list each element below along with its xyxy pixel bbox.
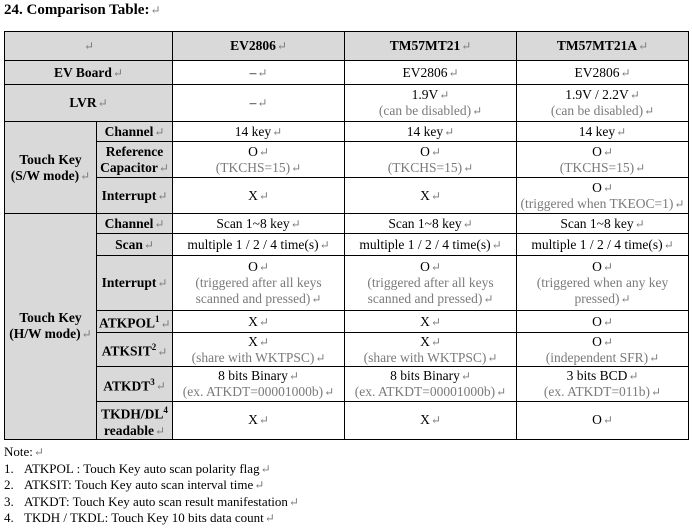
- paragraph-mark-icon: ↵: [649, 350, 660, 365]
- paragraph-mark-icon: ↵: [448, 65, 459, 80]
- table-cell: –↵: [173, 85, 345, 122]
- paragraph-mark-icon: ↵: [112, 65, 123, 80]
- paragraph-mark-icon: ↵: [258, 314, 269, 329]
- row-header: Interrupt↵: [97, 178, 173, 214]
- table-row: [5, 214, 689, 234]
- paragraph-mark-icon: ↵: [258, 188, 269, 203]
- table-cell: multiple 1 / 2 / 4 time(s)↵: [345, 234, 517, 256]
- paragraph-mark-icon: ↵: [143, 237, 154, 252]
- table-row: [5, 256, 689, 311]
- paragraph-mark-icon: ↵: [663, 237, 674, 252]
- paragraph-mark-icon: ↵: [97, 96, 108, 110]
- paragraph-mark-icon: ↵: [157, 344, 168, 359]
- paragraph-mark-icon: ↵: [324, 385, 335, 399]
- column-header: TM57MT21A↵: [517, 32, 689, 61]
- paragraph-mark-icon: ↵: [290, 216, 301, 231]
- paragraph-mark-icon: ↵: [260, 461, 271, 476]
- note-item: 4. TKDH / TKDL: Touch Key 10 bits data count↵: [4, 510, 275, 525]
- table-row: [5, 402, 689, 440]
- paragraph-mark-icon: ↵: [461, 39, 472, 53]
- table-cell: X↵: [173, 402, 345, 440]
- paragraph-mark-icon: ↵: [315, 350, 326, 365]
- table-cell: X↵: [345, 178, 517, 214]
- table-cell: Scan 1~8 key↵: [517, 214, 689, 234]
- table-row: [5, 333, 689, 367]
- paragraph-mark-icon: ↵: [491, 237, 502, 252]
- group-header-hw: Touch Key (H/W mode)↵: [5, 214, 97, 440]
- table-cell: 8 bits Binary↵ (ex. ATKDT=00001000b)↵: [345, 367, 517, 402]
- paragraph-mark-icon: ↵: [602, 334, 613, 349]
- table-cell: X↵ (share with WKTPSC)↵: [345, 333, 517, 367]
- paragraph-mark-icon: ↵: [439, 88, 450, 102]
- paragraph-mark-icon: ↵: [155, 379, 166, 394]
- paragraph-mark-icon: ↵: [264, 511, 275, 525]
- header-row: [5, 32, 689, 61]
- paragraph-mark-icon: ↵: [620, 65, 631, 80]
- notes-heading: Note:↵: [4, 444, 44, 459]
- paragraph-mark-icon: ↵: [81, 327, 92, 342]
- notes-section: [4, 444, 299, 527]
- row-header: TKDH/$DL^4$ readable↵: [97, 402, 173, 440]
- section-title-text: 24. Comparison Table:: [4, 2, 150, 18]
- paragraph-mark-icon: ↵: [674, 196, 685, 211]
- table-cell: 8 bits Binary↵ (ex. ATKDT=00001000b)↵: [173, 367, 345, 402]
- paragraph-mark-icon: ↵: [311, 292, 322, 306]
- paragraph-mark-icon: ↵: [430, 260, 441, 274]
- table-cell: 14 key↵: [173, 122, 345, 142]
- table-cell: 14 key↵: [345, 122, 517, 142]
- paragraph-mark-icon: ↵: [258, 144, 269, 159]
- table-cell: O↵ (TKCHS=15)↵: [173, 142, 345, 178]
- corner-cell: [5, 32, 173, 61]
- table-cell: –↵: [173, 61, 345, 85]
- paragraph-mark-icon: ↵: [291, 160, 302, 175]
- paragraph-mark-icon: ↵: [288, 494, 299, 509]
- paragraph-mark-icon: ↵: [635, 160, 646, 175]
- table-row: [5, 367, 689, 402]
- paragraph-mark-icon: ↵: [154, 124, 165, 139]
- row-header: ATKDT$^3$↵: [97, 367, 173, 402]
- paragraph-mark-icon: ↵: [430, 188, 441, 203]
- row-header: LVR↵: [5, 85, 173, 122]
- paragraph-mark-icon: ↵: [288, 369, 299, 383]
- table-row: [5, 61, 689, 85]
- paragraph-mark-icon: ↵: [157, 276, 168, 290]
- paragraph-mark-icon: ↵: [430, 144, 441, 159]
- row-header: Interrupt↵: [97, 256, 173, 311]
- paragraph-mark-icon: ↵: [620, 292, 631, 306]
- note-item: 1. ATKPOL : Touch Key auto scan polarity flag↵: [4, 460, 271, 476]
- paragraph-mark-icon: ↵: [602, 144, 613, 159]
- paragraph-mark-icon: ↵: [83, 39, 95, 53]
- paragraph-mark-icon: ↵: [430, 334, 441, 349]
- group-header-sw: Touch Key (S/W mode)↵: [5, 122, 97, 214]
- table-cell: X↵: [345, 402, 517, 440]
- paragraph-mark-icon: ↵: [460, 369, 471, 383]
- table-cell: EV2806↵: [517, 61, 689, 85]
- paragraph-mark-icon: ↵: [257, 65, 268, 80]
- paragraph-mark-icon: ↵: [616, 124, 627, 139]
- row-header: ATKPOL$^1$↵: [97, 311, 173, 333]
- paragraph-mark-icon: ↵: [496, 385, 507, 399]
- row-header: Reference Capacitor↵: [97, 142, 173, 178]
- note-item: 3. ATKDT: Touch Key auto scan result manifestation↵: [4, 493, 299, 509]
- table-cell: O↵ (triggered after all keys scanned and pressed)↵: [345, 256, 517, 311]
- table-cell: O↵ (TKCHS=15)↵: [345, 142, 517, 178]
- paragraph-mark-icon: ↵: [602, 180, 613, 195]
- table-row: [5, 142, 689, 178]
- paragraph-mark-icon: ↵: [154, 423, 166, 438]
- paragraph-mark-icon: ↵: [257, 96, 268, 110]
- paragraph-mark-icon: ↵: [634, 216, 645, 231]
- row-header: Channel↵: [97, 122, 173, 142]
- note-item: 2. ATKSIT: Touch Key auto scan interval time↵: [4, 477, 265, 492]
- paragraph-mark-icon: ↵: [258, 334, 269, 349]
- paragraph-mark-icon: ↵: [628, 369, 639, 383]
- paragraph-mark-icon: ↵: [444, 124, 455, 139]
- column-header: EV2806↵: [173, 32, 345, 61]
- table-cell: O↵ (triggered when TKEOC=1)↵: [517, 178, 689, 214]
- table-cell: O↵ (triggered when any key pressed)↵: [517, 256, 689, 311]
- table-cell: multiple 1 / 2 / 4 time(s)↵: [173, 234, 345, 256]
- paragraph-mark-icon: ↵: [463, 160, 474, 175]
- table-cell: EV2806↵: [345, 61, 517, 85]
- table-cell: Scan 1~8 key↵: [173, 214, 345, 234]
- paragraph-mark-icon: ↵: [462, 216, 473, 231]
- paragraph-mark-icon: ↵: [157, 188, 168, 203]
- table-row: [5, 178, 689, 214]
- paragraph-mark-icon: ↵: [254, 478, 265, 492]
- column-header: TM57MT21↵: [345, 32, 517, 61]
- paragraph-mark-icon: ↵: [258, 260, 269, 274]
- paragraph-mark-icon: ↵: [430, 314, 441, 329]
- table-row: [5, 122, 689, 142]
- table-cell: X↵: [345, 311, 517, 333]
- paragraph-mark-icon: ↵: [430, 413, 441, 428]
- paragraph-mark-icon: ↵: [276, 39, 287, 53]
- section-title: [4, 2, 161, 19]
- paragraph-mark-icon: ↵: [160, 316, 171, 331]
- table-cell: O↵ (independent SFR)↵: [517, 333, 689, 367]
- table-cell: 14 key↵: [517, 122, 689, 142]
- table-cell: O↵ (TKCHS=15)↵: [517, 142, 689, 178]
- paragraph-mark-icon: ↵: [487, 350, 498, 365]
- comparison-table: [4, 31, 689, 440]
- table-cell: multiple 1 / 2 / 4 time(s)↵: [517, 234, 689, 256]
- table-cell: O↵: [517, 311, 689, 333]
- paragraph-mark-icon: ↵: [651, 385, 662, 399]
- paragraph-mark-icon: ↵: [154, 216, 165, 231]
- paragraph-mark-icon: ↵: [158, 160, 169, 175]
- paragraph-mark-icon: ↵: [258, 413, 269, 428]
- table-row: [5, 85, 689, 122]
- paragraph-mark-icon: ↵: [602, 314, 613, 329]
- paragraph-mark-icon: ↵: [33, 445, 44, 459]
- paragraph-mark-icon: ↵: [150, 3, 161, 17]
- table-cell: Scan 1~8 key↵: [345, 214, 517, 234]
- paragraph-mark-icon: ↵: [644, 104, 655, 118]
- paragraph-mark-icon: ↵: [483, 292, 494, 306]
- table-cell: 3 bits BCD↵ (ex. ATKDT=011b)↵: [517, 367, 689, 402]
- table-row: [5, 234, 689, 256]
- paragraph-mark-icon: ↵: [602, 413, 613, 428]
- paragraph-mark-icon: ↵: [638, 39, 649, 53]
- row-header: EV Board↵: [5, 61, 173, 85]
- table-row: [5, 311, 689, 333]
- table-cell: X↵: [173, 311, 345, 333]
- paragraph-mark-icon: ↵: [472, 104, 483, 118]
- row-header: ATKSIT$^2$↵: [97, 333, 173, 367]
- table-cell: O↵: [517, 402, 689, 440]
- table-cell: X↵: [173, 178, 345, 214]
- row-header: Channel↵: [97, 214, 173, 234]
- table-cell: X↵ (share with WKTPSC)↵: [173, 333, 345, 367]
- paragraph-mark-icon: ↵: [272, 124, 283, 139]
- table-cell: O↵ (triggered after all keys scanned and pressed)↵: [173, 256, 345, 311]
- paragraph-mark-icon: ↵: [80, 168, 91, 183]
- row-header: Scan↵: [97, 234, 173, 256]
- table-cell: 1.9V / 2.2V↵ (can be disabled)↵: [517, 85, 689, 122]
- table-cell: 1.9V↵ (can be disabled)↵: [345, 85, 517, 122]
- paragraph-mark-icon: ↵: [319, 237, 330, 252]
- paragraph-mark-icon: ↵: [602, 260, 613, 274]
- paragraph-mark-icon: ↵: [629, 88, 640, 102]
